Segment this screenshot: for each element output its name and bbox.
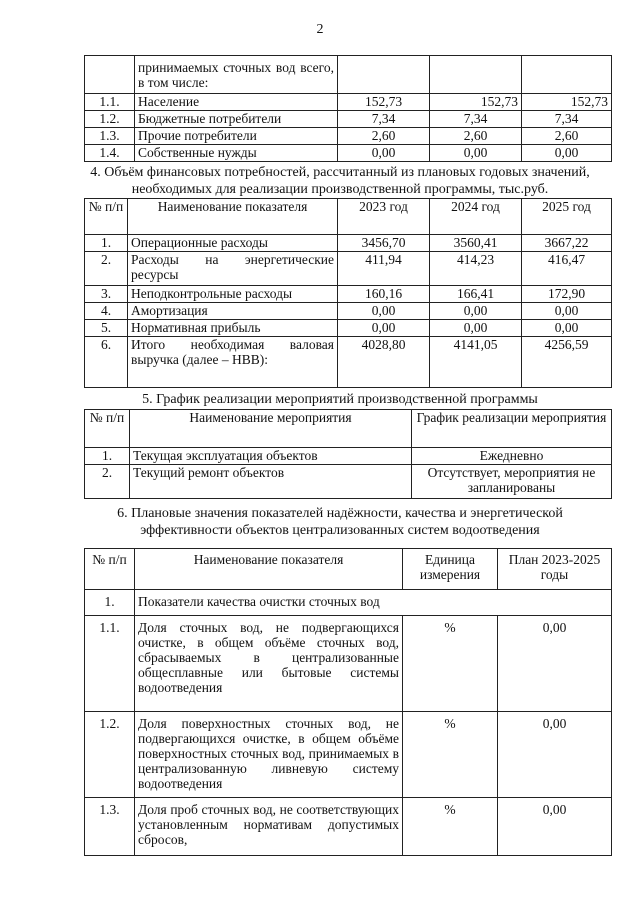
value-2024: 0,00 [430,145,522,162]
section-4-title: 4. Объём финансовых потребностей, рассчитанный из плановых годовых значений, необходимых для реализации производственной программы, тыс.руб. [90,165,590,197]
table-row [85,465,612,499]
header-2023: 2023 год [338,199,430,235]
row-num: 4. [85,303,128,320]
value-2025: 0,00 [522,145,612,162]
value-2023: 0,00 [338,303,430,320]
row-name: Доля проб сточных вод, не соответствующих установленным нормативам допустимых сбросов, [135,798,403,856]
row-plan: 0,00 [498,616,612,712]
row-name: Расходы на энергетические ресурсы [128,252,338,286]
header-unit: Единица измерения [403,549,498,590]
value-2025: 3667,22 [522,235,612,252]
value-2023: 0,00 [338,320,430,337]
table-schedule [84,409,612,499]
value-2023: 3456,70 [338,235,430,252]
value-2023: 152,73 [338,94,430,111]
header-num: № п/п [85,549,135,590]
row-name: Доля сточных вод, не подвергающихся очистке, в общем объёме сточных вод, сбрасываемых в централизованные общесплавные или бытовые системы водоотведения [135,616,403,712]
table-row [85,128,612,145]
header-2024: 2024 год [430,199,522,235]
row-name: Амортизация [128,303,338,320]
header-name: Наименование мероприятия [130,410,412,448]
row-name: Бюджетные потребители [135,111,338,128]
value-2023: 2,60 [338,128,430,145]
value-2025: 0,00 [522,320,612,337]
row-name: Операционные расходы [128,235,338,252]
row-num: 1.2. [85,111,135,128]
page-number: 2 [316,22,324,37]
value-2025: 0,00 [522,303,612,320]
value-2024: 0,00 [430,303,522,320]
table-row [85,448,612,465]
value-2023: 4028,80 [338,337,430,388]
value-2023 [338,56,430,94]
table-group-row [85,590,612,616]
row-num: 1. [85,448,130,465]
header-schedule: График реализации мероприятия [412,410,612,448]
row-unit: % [403,712,498,798]
value-2024 [430,56,522,94]
row-num: 1.1. [85,94,135,111]
row-name: Итого необходимая валовая выручка (далее – НВВ): [128,337,338,388]
value-2025: 152,73 [522,94,612,111]
row-schedule: Ежедневно [412,448,612,465]
row-num: 1.3. [85,798,135,856]
table-row [85,712,612,798]
value-2024: 7,34 [430,111,522,128]
row-schedule: Отсутствует, мероприятия не запланированы [412,465,612,499]
value-2024: 4141,05 [430,337,522,388]
table-row [85,145,612,162]
header-2025: 2025 год [522,199,612,235]
row-num: 6. [85,337,128,388]
header-plan: План 2023-2025 годы [498,549,612,590]
value-2023: 411,94 [338,252,430,286]
table-row [85,303,612,320]
value-2023: 160,16 [338,286,430,303]
value-2024: 152,73 [430,94,522,111]
row-name: Текущий ремонт объектов [130,465,412,499]
value-2024: 2,60 [430,128,522,145]
value-2024: 3560,41 [430,235,522,252]
row-name: Собственные нужды [135,145,338,162]
row-num: 1.3. [85,128,135,145]
value-2023: 7,34 [338,111,430,128]
row-name: Нормативная прибыль [128,320,338,337]
value-2024: 414,23 [430,252,522,286]
row-num: 2. [85,252,128,286]
table-header-row [85,199,612,235]
header-num: № п/п [85,199,128,235]
section-5-title: 5. График реализации мероприятий производственной программы [142,392,538,407]
row-name: Доля поверхностных сточных вод, не подвергающихся очистке, в общем объёме поверхностных сточных вод, принимаемых в централизованную ливневую систему водоотведения [135,712,403,798]
row-name: Население [135,94,338,111]
table-header-row [85,410,612,448]
value-2024: 0,00 [430,320,522,337]
group-num: 1. [85,590,135,616]
header-name: Наименование показателя [128,199,338,235]
row-num: 1.2. [85,712,135,798]
table-row [85,337,612,388]
header-name: Наименование показателя [135,549,403,590]
table-reliability-indicators [84,548,612,856]
row-num: 5. [85,320,128,337]
row-num: 1.4. [85,145,135,162]
row-num: 1. [85,235,128,252]
row-num: 3. [85,286,128,303]
row-unit: % [403,798,498,856]
table-row [85,798,612,856]
row-num: 2. [85,465,130,499]
row-plan: 0,00 [498,798,612,856]
row-name: принимаемых сточных вод всего, в том числе: [135,56,338,94]
row-plan: 0,00 [498,712,612,798]
table-row [85,320,612,337]
value-2023: 0,00 [338,145,430,162]
table-row [85,111,612,128]
table-row [85,94,612,111]
table-header-row [85,549,612,590]
group-name: Показатели качества очистки сточных вод [135,590,612,616]
row-unit: % [403,616,498,712]
value-2025: 4256,59 [522,337,612,388]
table-wastewater-volumes [84,55,612,162]
row-num [85,56,135,94]
row-name: Текущая эксплуатация объектов [130,448,412,465]
table-financial-needs [84,198,612,388]
row-num: 1.1. [85,616,135,712]
row-name: Неподконтрольные расходы [128,286,338,303]
section-6-title: 6. Плановые значения показателей надёжности, качества и энергетической эффективности объектов централизованных систем водоотведения [117,506,563,538]
table-row [85,235,612,252]
value-2025: 7,34 [522,111,612,128]
table-row [85,286,612,303]
table-row [85,616,612,712]
value-2025: 416,47 [522,252,612,286]
value-2025 [522,56,612,94]
table-row [85,56,612,94]
row-name: Прочие потребители [135,128,338,145]
value-2025: 2,60 [522,128,612,145]
value-2024: 166,41 [430,286,522,303]
table-row [85,252,612,286]
header-num: № п/п [85,410,130,448]
value-2025: 172,90 [522,286,612,303]
